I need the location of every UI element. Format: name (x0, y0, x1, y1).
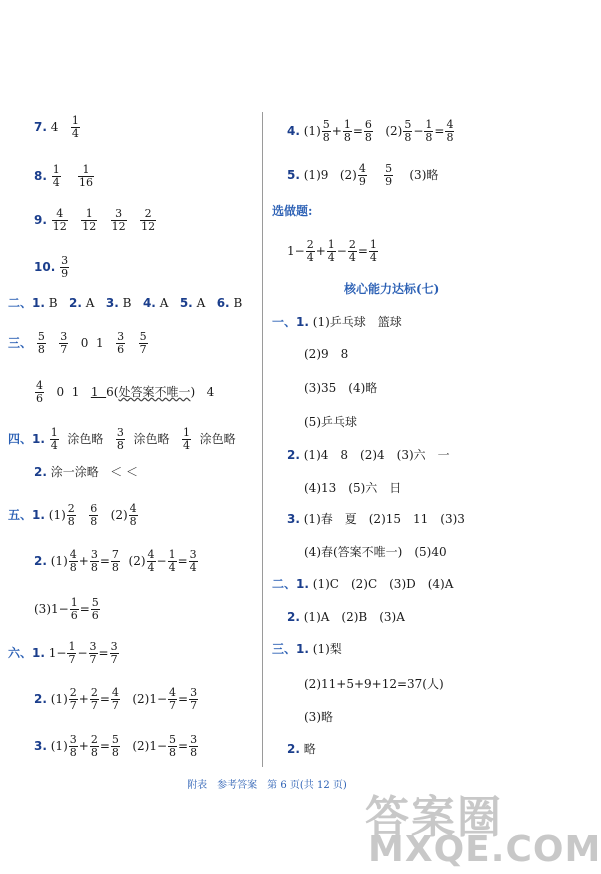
fraction: $\frac{4}{8}$ (69, 548, 77, 574)
fraction: $\frac{4}{4}$ (147, 548, 155, 574)
section-5-q2: 2. (1) $\frac{4}{8}$ + $\frac{3}{8}$ = $\frac{7}{8}$ (2) $\frac{4}{4}$ − $\frac{1}{4}$ = $\frac{3}{4}$ (34, 548, 197, 574)
section-5-q2-part3: (3)1− $\frac{1}{6}$ = $\frac{5}{6}$ (34, 596, 99, 622)
fraction: $\frac{4}{8}$ (446, 118, 454, 144)
fraction: $\frac{3}{6}$ (117, 330, 125, 356)
fraction: $\frac{1}{7}$ (68, 640, 76, 666)
fraction: $\frac{2}{8}$ (90, 733, 98, 759)
r-section-3-q1: 三、1. (1)梨 (272, 642, 342, 656)
fraction: $\frac{4}{12}$ (52, 207, 67, 233)
section-2-answers: 二、1. B 2. A 3. B 4. A 5. A 6. B (8, 296, 243, 310)
optional-title: 选做题: (272, 204, 313, 218)
fraction: $\frac{5}{8}$ (169, 733, 177, 759)
fraction: $\frac{3}{9}$ (61, 254, 69, 280)
fraction: $\frac{2}{12}$ (141, 207, 156, 233)
column-divider (262, 112, 263, 767)
section-6-q2: 2. (1) $\frac{2}{7}$ + $\frac{2}{7}$ = $\frac{4}{7}$ (2)1− $\frac{4}{7}$ = $\frac{3}{7}$ (34, 686, 198, 712)
fraction: $\frac{3}{12}$ (111, 207, 126, 233)
r-section-3-q1-b: (2)11+5+9+12=37(人) (304, 677, 444, 691)
r-section-1-q2-b: (4)13 (5)六 日 (304, 481, 402, 495)
section-5-q1: 五、1. (1) $\frac{2}{8}$ $\frac{6}{8}$ (2) $\frac{4}{8}$ (8, 502, 137, 528)
fraction: $\frac{5}{8}$ (111, 733, 119, 759)
fraction: $\frac{1}{4}$ (50, 426, 58, 452)
section-3-line-2: $\frac{4}{6}$ 0 1 1 6(处答案不唯一) 4 (36, 379, 215, 405)
fraction: $\frac{3}{7}$ (89, 640, 97, 666)
fraction: $\frac{1}{4}$ (71, 114, 79, 140)
fraction: $\frac{4}{6}$ (36, 379, 43, 405)
answer-8: 8. $\frac{1}{4}$ $\frac{1}{16}$ (34, 163, 94, 189)
fraction: $\frac{4}{8}$ (129, 502, 137, 528)
fraction: $\frac{6}{8}$ (364, 118, 372, 144)
fraction: $\frac{3}{7}$ (60, 330, 68, 356)
answer-r5: 5. (1)9 (2) $\frac{4}{9}$ $\frac{5}{9}$ (3)略 (287, 162, 439, 188)
r-section-1-q1: 一、1. (1)乒乓球 篮球 (272, 315, 402, 329)
fraction: $\frac{3}{7}$ (190, 686, 198, 712)
fraction: $\frac{1}{4}$ (52, 163, 60, 189)
watermark-logo: 答案圈 (365, 792, 503, 843)
fraction: $\frac{2}{7}$ (90, 686, 98, 712)
fraction: $\frac{5}{8}$ (322, 118, 330, 144)
section-6-q3: 3. (1) $\frac{3}{8}$ + $\frac{2}{8}$ = $\frac{5}{8}$ (2)1− $\frac{5}{8}$ = $\frac{3}{8}$ (34, 733, 198, 759)
optional-answer: 1− $\frac{2}{4}$ + $\frac{1}{4}$ − $\frac{2}{4}$ = $\frac{1}{4}$ (287, 238, 377, 264)
r-section-1-q3-b: (4)春(答案不唯一) (5)40 (304, 545, 447, 559)
fraction: $\frac{7}{8}$ (111, 548, 119, 574)
fraction: $\frac{1}{4}$ (182, 426, 190, 452)
r-section-3-q2: 2. 略 (287, 742, 316, 756)
fraction: $\frac{1}{12}$ (82, 207, 97, 233)
r-section-2-q1: 二、1. (1)C (2)C (3)D (4)A (272, 577, 454, 591)
page-footer: 附表 参考答案 第 6 页(共 12 页) (187, 780, 347, 791)
fraction: $\frac{1}{4}$ (369, 238, 377, 264)
fraction: $\frac{1}{8}$ (343, 118, 351, 144)
section-3-line-1: 三、 $\frac{5}{8}$ $\frac{3}{7}$ 0 1 $\frac{3}{6}$ $\frac{5}{7}$ (8, 330, 147, 356)
fraction: $\frac{2}{7}$ (69, 686, 77, 712)
section-4-q1: 四、1. $\frac{1}{4}$ 涂色略 $\frac{3}{8}$ 涂色略 $\frac{1}{4}$ 涂色略 (8, 426, 236, 452)
fraction: $\frac{2}{4}$ (348, 238, 356, 264)
r-section-1-q2: 2. (1)4 8 (2)4 (3)六 一 (287, 448, 450, 462)
r-section-1-q3: 3. (1)春 夏 (2)15 11 (3)3 (287, 512, 465, 526)
fraction: $\frac{1}{8}$ (425, 118, 433, 144)
r-section-2-q2: 2. (1)A (2)B (3)A (287, 610, 405, 624)
fraction: $\frac{3}{8}$ (116, 426, 124, 452)
fraction: $\frac{1}{4}$ (327, 238, 335, 264)
r-section-1-q1-c: (3)35 (4)略 (304, 381, 378, 395)
fraction: $\frac{3}{7}$ (110, 640, 118, 666)
r-section-1-q1-b: (2)9 8 (304, 347, 349, 361)
fraction: $\frac{1}{6}$ (70, 596, 78, 622)
r-section-3-q1-c: (3)略 (304, 710, 333, 724)
fraction: $\frac{4}{7}$ (169, 686, 177, 712)
fraction: $\frac{3}{8}$ (190, 733, 198, 759)
section-4-q2: 2. 涂一涂略 ＜ ＜ (34, 465, 139, 479)
fraction: $\frac{5}{8}$ (37, 330, 45, 356)
fraction: $\frac{5}{6}$ (91, 596, 99, 622)
fraction: $\frac{3}{4}$ (189, 548, 197, 574)
fraction: $\frac{2}{8}$ (67, 502, 75, 528)
fraction: $\frac{1}{16}$ (79, 163, 94, 189)
fraction: $\frac{5}{8}$ (404, 118, 412, 144)
r-section-1-q1-d: (5)乒乓球 (304, 415, 357, 429)
fraction: $\frac{4}{7}$ (111, 686, 119, 712)
fraction: $\frac{5}{9}$ (385, 162, 393, 188)
section-6-q1: 六、1. 1− $\frac{1}{7}$ − $\frac{3}{7}$ = $\frac{3}{7}$ (8, 640, 118, 666)
fraction: $\frac{5}{7}$ (139, 330, 147, 356)
section-heading: 核心能力达标(七) (344, 282, 440, 296)
fraction: $\frac{1}{4}$ (168, 548, 176, 574)
answer-r4: 4. (1) $\frac{5}{8}$ + $\frac{1}{8}$ = $\frac{6}{8}$ (2) $\frac{5}{8}$ − $\frac{1}{8}$ = $\frac{4}{8}$ (287, 118, 454, 144)
answer-7: 7. 4 $\frac{1}{4}$ (34, 114, 79, 140)
fraction: $\frac{4}{9}$ (358, 162, 366, 188)
watermark-url: MXQE.COM (368, 829, 601, 870)
fraction: $\frac{3}{8}$ (69, 733, 77, 759)
fraction: $\frac{2}{4}$ (306, 238, 314, 264)
answer-9: 9. $\frac{4}{12}$ $\frac{1}{12}$ $\frac{3}{12}$ $\frac{2}{12}$ (34, 207, 156, 233)
fraction: $\frac{6}{8}$ (90, 502, 98, 528)
fraction: $\frac{3}{8}$ (90, 548, 98, 574)
answer-10: 10. $\frac{3}{9}$ (34, 254, 69, 280)
